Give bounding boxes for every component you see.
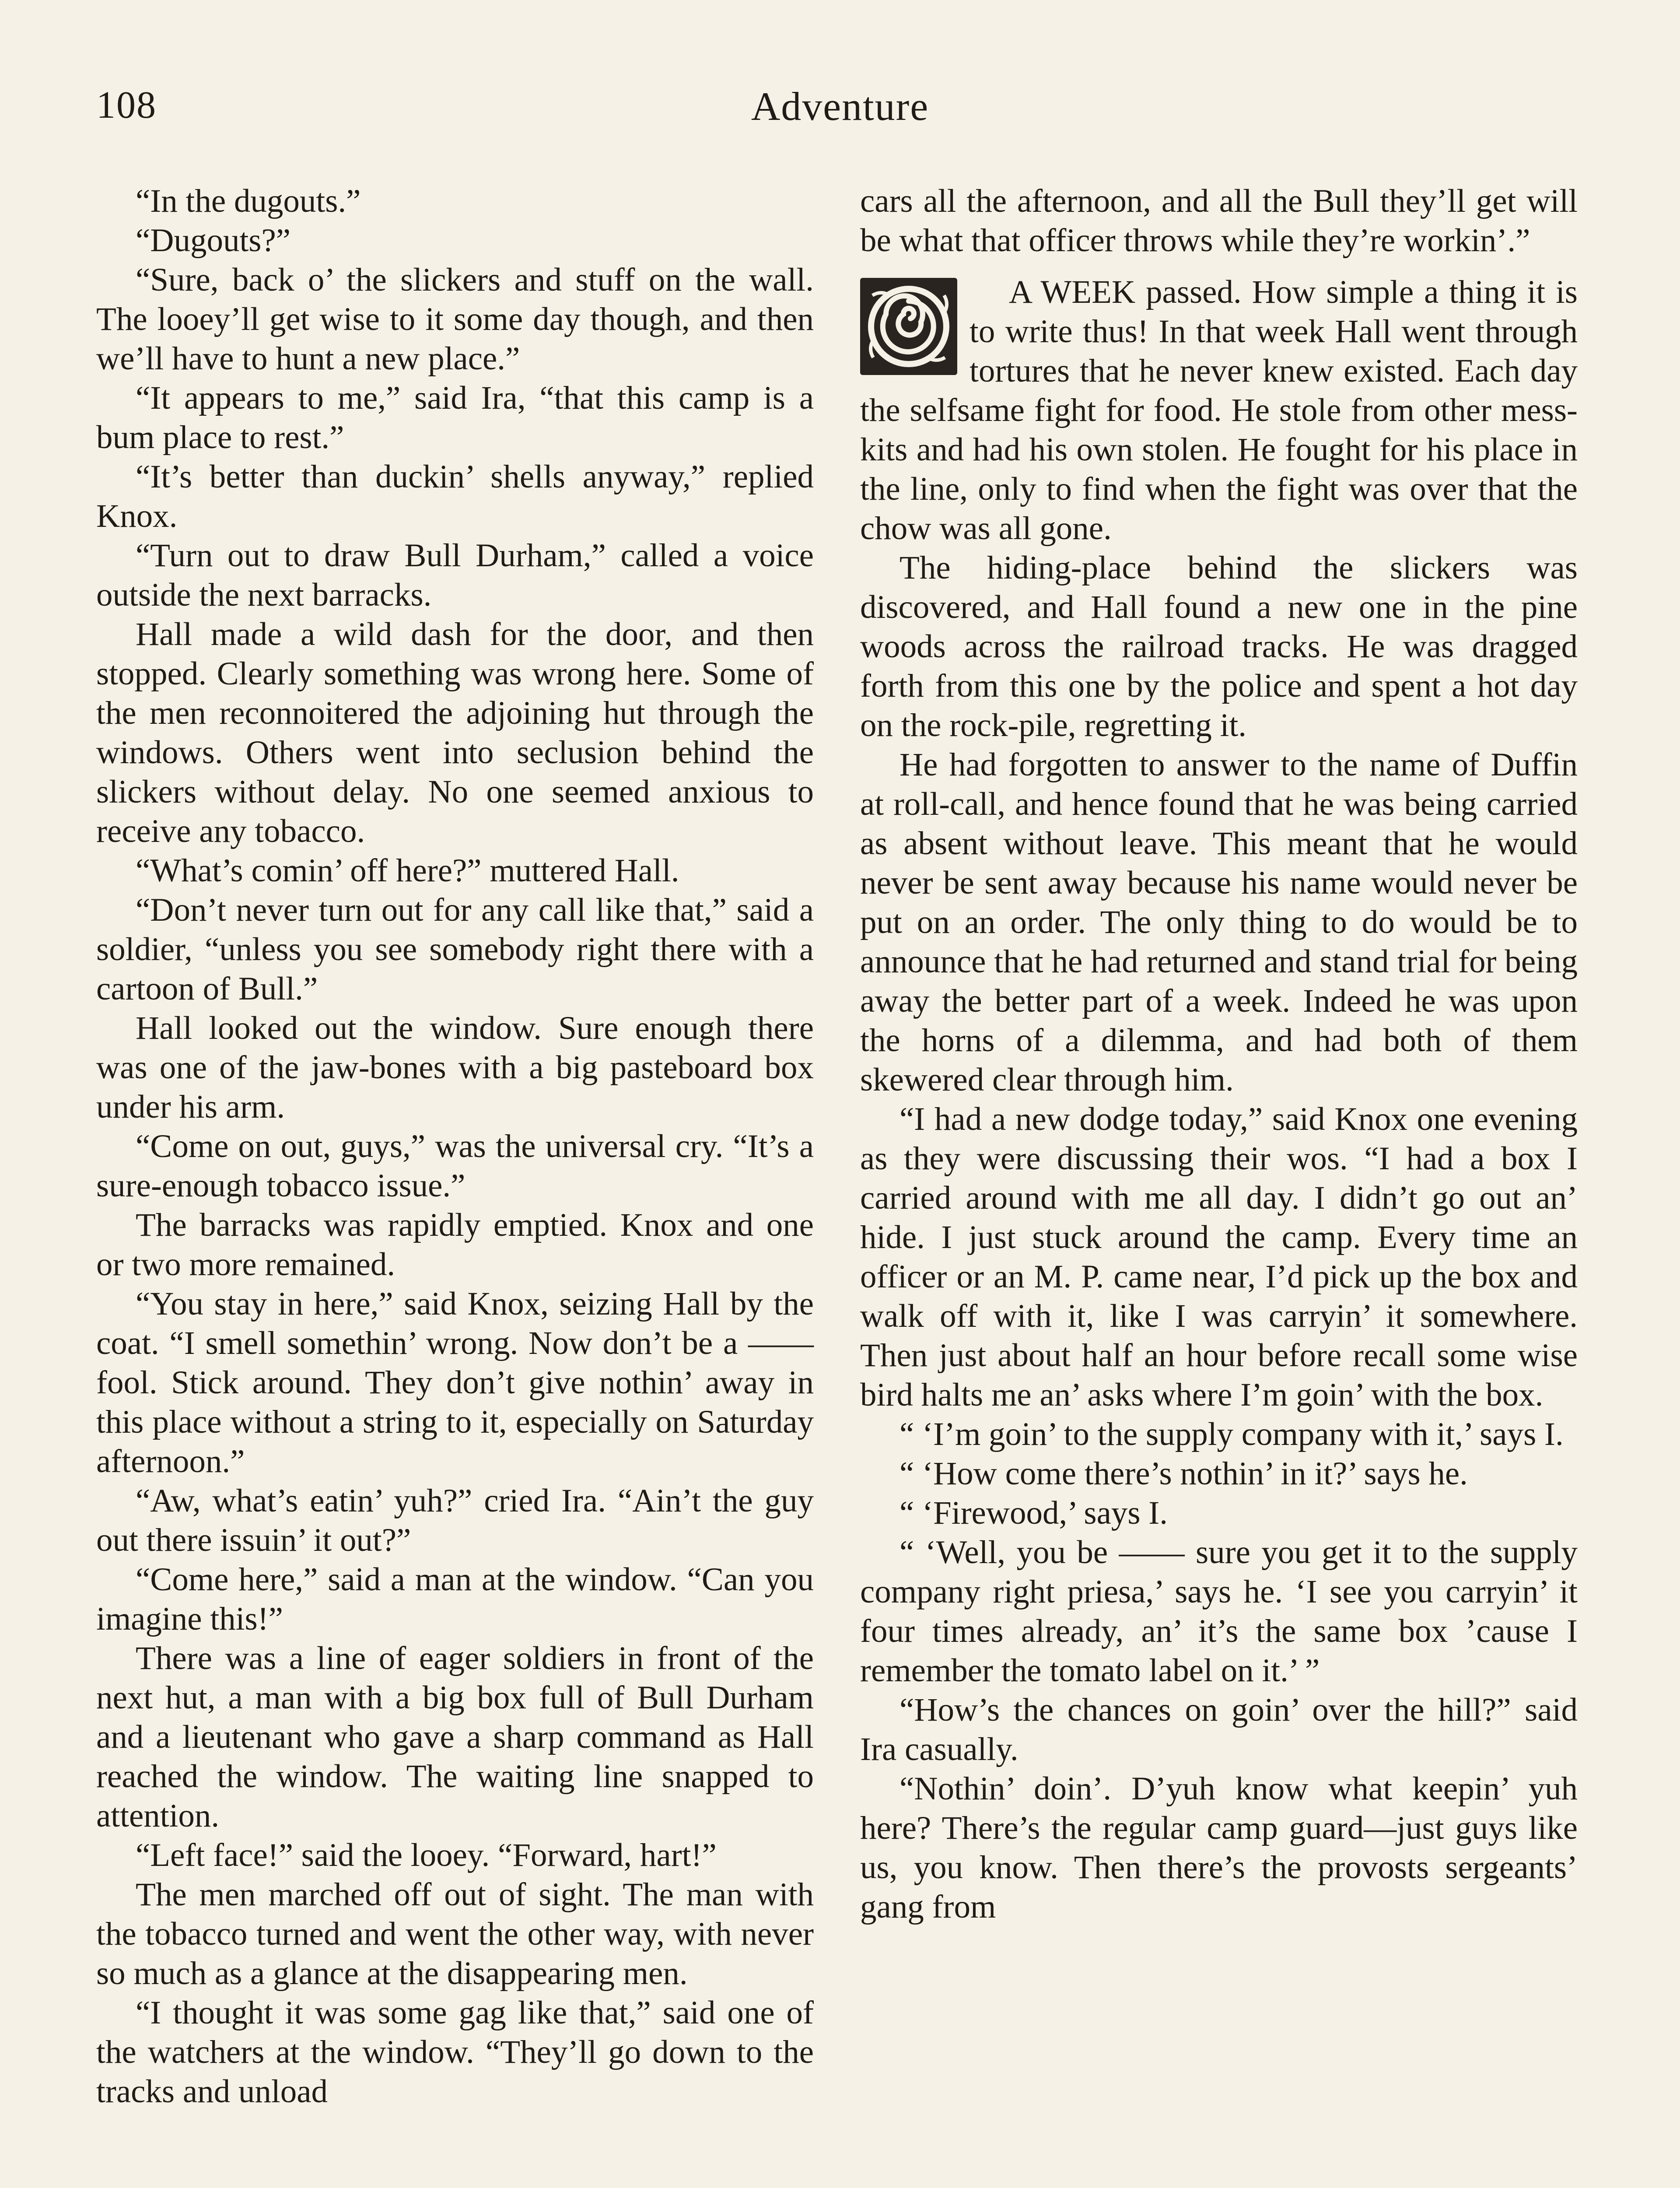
paragraph: “In the dugouts.” (136, 183, 361, 219)
paragraph: “Nothin’ doin’. D’yuh know what keepin’ yuh here? There’s the regular camp guard—just guys like us, you know. Then there’s the provosts sergeants’ gang from (860, 1771, 1578, 1925)
paragraph: Hall looked out the window. Sure enough there was one of the jaw-bones with a big pasteboard box under his arm. (96, 1010, 814, 1125)
running-head-title: Adventure (751, 84, 929, 129)
paragraph: “Come on out, guys,” was the universal cry. “It’s a sure-enough tobacco issue.” (96, 1128, 814, 1204)
left-column (96, 182, 814, 2111)
paragraph: “Sure, back o’ the slickers and stuff on the wall. The looey’ll get wise to it some day though, and then we’ll have to hunt a new place.” (96, 262, 814, 377)
right-column-paragraphs (860, 548, 1578, 1927)
paragraph: “Aw, what’s eatin’ yuh?” cried Ira. “Ain’t the guy out there issuin’ it out?” (96, 1483, 814, 1558)
paragraph: He had forgotten to answer to the name of Duffin at roll-call, and hence found that he was being carried as absent without leave. This meant that he would never be sent away because his name would never be put on an order. The only thing to do would be to announce that he had returned and stand trial for being away the better part of a week. Indeed he was upon the horns of a dilemma, and had both of them skewered clear through him. (860, 747, 1578, 1098)
paragraph: “I thought it was some gag like that,” said one of the watchers at the window. “They’ll go down to the tracks and unload (96, 1995, 814, 2110)
paragraph: The men marched off out of sight. The man with the tobacco turned and went the other way, with never so much as a glance at the disappearing men. (96, 1876, 814, 1992)
page-number: 108 (96, 84, 157, 126)
paragraph: “Come here,” said a man at the window. “Can you imagine this!” (96, 1561, 814, 1637)
paragraph: “Dugouts?” (136, 222, 291, 259)
section-opening-text: A WEEK passed. How simple a thing it is to write thus! In that week Hall went through tortures that he never knew existed. Each day the selfsame fight for food. He stole from other mess-kits and had his own stolen. He fought for his place in the line, only to find when the fight was over that the chow was all gone. (860, 274, 1578, 547)
paragraph: There was a line of eager soldiers in front of the next hut, a man with a big box full of Bull Durham and a lieutenant who gave a sharp command as Hall reached the window. The waiting line snapped to attention. (96, 1640, 814, 1834)
continued-paragraph: cars all the afternoon, and all the Bull they’ll get will be what that officer throws while they’re workin’.” (860, 183, 1578, 259)
paragraph: “You stay in here,” said Knox, seizing Hall by the coat. “I smell somethin’ wrong. Now don’t be a —— fool. Stick around. They don’t give nothin’ away in this place without a string to it, especially on Saturday afternoon.” (96, 1286, 814, 1480)
paragraph: “What’s comin’ off here?” muttered Hall. (136, 852, 679, 889)
paragraph: “How’s the chances on goin’ over the hill?” said Ira casually. (860, 1692, 1578, 1767)
paragraph: The barracks was rapidly emptied. Knox and one or two more remained. (96, 1207, 814, 1283)
paragraph: Hall made a wild dash for the door, and then stopped. Clearly something was wrong here. Some of the men reconnoitered the adjoining hut through the windows. Others went into seclusion behind the slickers without delay. No one seemed anxious to receive any tobacco. (96, 616, 814, 849)
paragraph: “Don’t never turn out for any call like that,” said a soldier, “unless you see somebody right there with a cartoon of Bull.” (96, 892, 814, 1007)
paragraph: “ ‘Well, you be —— sure you get it to the supply company right priesa,’ says he. ‘I see you carryin’ it four times already, an’ it’s the same box ’cause I remember the tomato label on it.’ ” (860, 1534, 1578, 1689)
paragraph: “ ‘Firewood,’ says I. (900, 1495, 1168, 1531)
spiral-ornament-icon (860, 278, 957, 375)
paragraph: “I had a new dodge today,” said Knox one evening as they were discussing their wos. “I had a box I carried around with me all day. I didn’t go out an’ hide. I just stuck around the camp. Every time an officer or an M. P. came near, I’d pick up the box and walk off with it, like I was carryin’ it somewhere. Then just about half an hour before recall some wise bird halts me an’ asks where I’m goin’ with the box. (860, 1101, 1578, 1413)
paragraph: “Turn out to draw Bull Durham,” called a voice outside the next barracks. (96, 537, 814, 613)
paragraph: “It appears to me,” said Ira, “that this camp is a bum place to rest.” (96, 380, 814, 456)
paragraph: The hiding-place behind the slickers was discovered, and Hall found a new one in the pine woods across the railroad tracks. He was dragged forth from this one by the police and spent a hot day on the rock-pile, regretting it. (860, 550, 1578, 743)
right-column (860, 182, 1578, 1927)
paragraph: “ ‘How come there’s nothin’ in it?’ says he. (900, 1455, 1468, 1492)
paragraph: “ ‘I’m goin’ to the supply company with it,’ says I. (900, 1416, 1564, 1452)
paragraph: “Left face!” said the looey. “Forward, hart!” (136, 1837, 717, 1873)
paragraph: “It’s better than duckin’ shells anyway,” replied Knox. (96, 459, 814, 534)
section-opening-paragraph (860, 273, 1578, 548)
